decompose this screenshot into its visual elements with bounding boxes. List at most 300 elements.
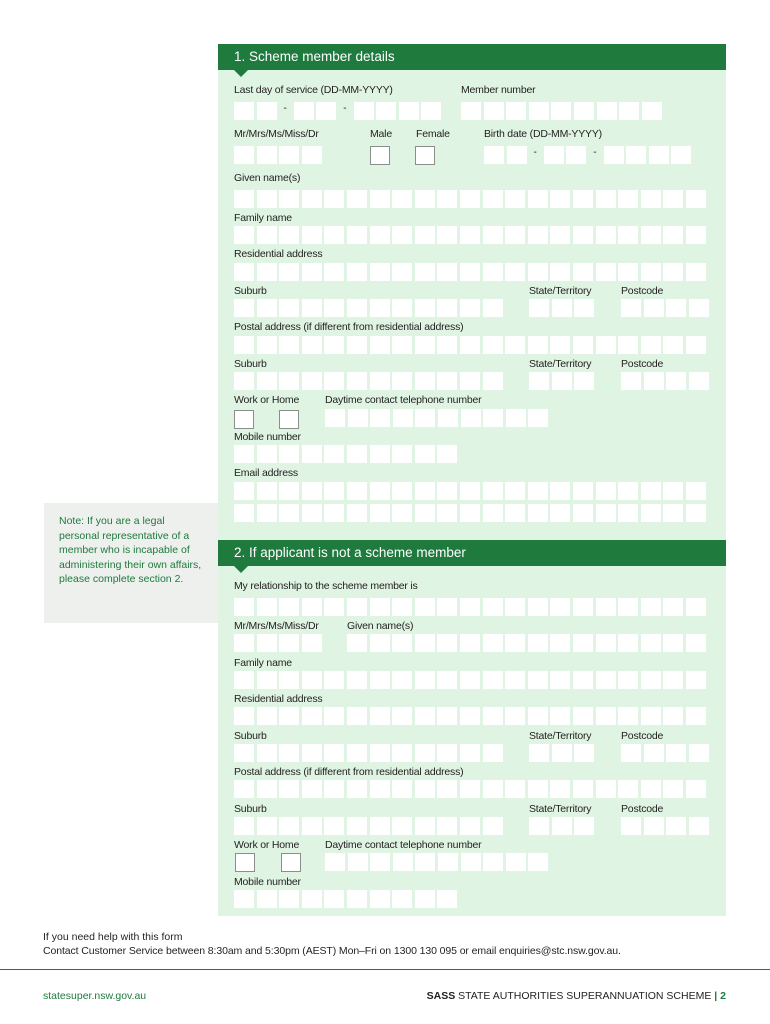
character-box[interactable] (621, 744, 641, 762)
character-box[interactable] (483, 190, 503, 208)
character-box[interactable] (347, 482, 367, 500)
character-box[interactable] (324, 744, 344, 762)
character-box[interactable] (483, 744, 503, 762)
character-box[interactable] (505, 504, 525, 522)
character-box[interactable] (415, 890, 435, 908)
character-box[interactable] (415, 190, 435, 208)
character-box[interactable] (644, 744, 664, 762)
character-box[interactable] (302, 890, 322, 908)
character-box[interactable] (596, 226, 616, 244)
character-box[interactable] (483, 707, 503, 725)
character-box[interactable] (460, 263, 480, 281)
character-box[interactable] (234, 817, 254, 835)
character-box[interactable] (528, 263, 548, 281)
character-box[interactable] (437, 504, 457, 522)
character-box[interactable] (618, 707, 638, 725)
character-box[interactable] (257, 504, 277, 522)
character-box[interactable] (257, 299, 277, 317)
character-box[interactable] (370, 504, 390, 522)
character-box[interactable] (529, 372, 549, 390)
character-box[interactable] (302, 671, 322, 689)
character-box[interactable] (686, 482, 706, 500)
character-box[interactable] (234, 299, 254, 317)
character-box[interactable] (618, 226, 638, 244)
applicant-postcode-field[interactable] (621, 744, 709, 762)
website-link[interactable]: statesuper.nsw.gov.au (43, 990, 147, 1002)
character-box[interactable] (438, 853, 458, 871)
character-box[interactable] (460, 671, 480, 689)
character-box[interactable] (279, 336, 299, 354)
character-box[interactable] (663, 482, 683, 500)
character-box[interactable] (618, 634, 638, 652)
character-box[interactable] (437, 890, 457, 908)
character-box[interactable] (596, 634, 616, 652)
character-box[interactable] (324, 226, 344, 244)
character-box[interactable] (641, 482, 661, 500)
character-box[interactable] (302, 336, 322, 354)
character-box[interactable] (415, 707, 435, 725)
character-box[interactable] (460, 336, 480, 354)
postal-address-field[interactable] (234, 336, 706, 354)
applicant-state-territory-field[interactable] (529, 744, 594, 762)
character-box[interactable] (392, 190, 412, 208)
character-box[interactable] (484, 146, 504, 164)
character-box[interactable] (663, 671, 683, 689)
character-box[interactable] (573, 504, 593, 522)
character-box[interactable] (392, 372, 412, 390)
character-box[interactable] (528, 336, 548, 354)
character-box[interactable] (528, 671, 548, 689)
character-box[interactable] (641, 336, 661, 354)
character-box[interactable] (392, 336, 412, 354)
character-box[interactable] (460, 598, 480, 616)
character-box[interactable] (370, 890, 390, 908)
character-box[interactable] (596, 336, 616, 354)
applicant-home-checkbox[interactable] (281, 853, 301, 872)
character-box[interactable] (415, 409, 435, 427)
character-box[interactable] (347, 744, 367, 762)
character-box[interactable] (618, 482, 638, 500)
applicant-daytime-phone-field[interactable] (325, 853, 548, 871)
character-box[interactable] (392, 634, 412, 652)
character-box[interactable] (279, 299, 299, 317)
character-box[interactable] (324, 890, 344, 908)
character-box[interactable] (644, 372, 664, 390)
character-box[interactable] (460, 780, 480, 798)
character-box[interactable] (376, 102, 396, 120)
character-box[interactable] (597, 102, 617, 120)
character-box[interactable] (437, 372, 457, 390)
character-box[interactable] (596, 598, 616, 616)
character-box[interactable] (324, 372, 344, 390)
character-box[interactable] (302, 634, 322, 652)
character-box[interactable] (415, 744, 435, 762)
applicant-postal-suburb-field[interactable] (234, 817, 503, 835)
character-box[interactable] (392, 890, 412, 908)
character-box[interactable] (505, 482, 525, 500)
character-box[interactable] (483, 372, 503, 390)
character-box[interactable] (279, 634, 299, 652)
character-box[interactable] (529, 102, 549, 120)
character-box[interactable] (392, 299, 412, 317)
character-box[interactable] (641, 190, 661, 208)
postal-postcode-field[interactable] (621, 372, 709, 390)
character-box[interactable] (483, 482, 503, 500)
character-box[interactable] (437, 634, 457, 652)
character-box[interactable] (505, 707, 525, 725)
character-box[interactable] (505, 598, 525, 616)
character-box[interactable] (234, 336, 254, 354)
character-box[interactable] (618, 671, 638, 689)
character-box[interactable] (316, 102, 336, 120)
character-box[interactable] (528, 853, 548, 871)
character-box[interactable] (234, 504, 254, 522)
character-box[interactable] (279, 707, 299, 725)
character-box[interactable] (460, 299, 480, 317)
character-box[interactable] (483, 817, 503, 835)
character-box[interactable] (644, 817, 664, 835)
character-box[interactable] (437, 299, 457, 317)
character-box[interactable] (596, 671, 616, 689)
character-box[interactable] (257, 102, 277, 120)
character-box[interactable] (666, 744, 686, 762)
character-box[interactable] (302, 226, 322, 244)
character-box[interactable] (573, 634, 593, 652)
character-box[interactable] (234, 598, 254, 616)
character-box[interactable] (370, 853, 390, 871)
applicant-postal-postcode-field[interactable] (621, 817, 709, 835)
character-box[interactable] (671, 146, 691, 164)
character-box[interactable] (324, 780, 344, 798)
character-box[interactable] (505, 336, 525, 354)
character-box[interactable] (574, 299, 594, 317)
character-box[interactable] (529, 744, 549, 762)
character-box[interactable] (234, 263, 254, 281)
character-box[interactable] (302, 744, 322, 762)
character-box[interactable] (257, 890, 277, 908)
character-box[interactable] (347, 780, 367, 798)
character-box[interactable] (302, 299, 322, 317)
character-box[interactable] (663, 634, 683, 652)
character-box[interactable] (437, 598, 457, 616)
character-box[interactable] (234, 372, 254, 390)
home-checkbox[interactable] (279, 410, 299, 429)
character-box[interactable] (460, 504, 480, 522)
character-box[interactable] (415, 482, 435, 500)
character-box[interactable] (392, 817, 412, 835)
character-box[interactable] (663, 336, 683, 354)
character-box[interactable] (507, 146, 527, 164)
character-box[interactable] (257, 744, 277, 762)
character-box[interactable] (689, 744, 709, 762)
character-box[interactable] (257, 226, 277, 244)
character-box[interactable] (550, 263, 570, 281)
character-box[interactable] (483, 409, 503, 427)
character-box[interactable] (550, 598, 570, 616)
character-box[interactable] (279, 598, 299, 616)
character-box[interactable] (302, 780, 322, 798)
character-box[interactable] (370, 482, 390, 500)
applicant-residential-address-field[interactable] (234, 707, 706, 725)
character-box[interactable] (460, 482, 480, 500)
character-box[interactable] (415, 671, 435, 689)
character-box[interactable] (618, 263, 638, 281)
character-box[interactable] (686, 707, 706, 725)
character-box[interactable] (505, 226, 525, 244)
character-box[interactable] (483, 299, 503, 317)
character-box[interactable] (370, 744, 390, 762)
character-box[interactable] (573, 482, 593, 500)
character-box[interactable] (483, 226, 503, 244)
character-box[interactable] (505, 634, 525, 652)
work-checkbox[interactable] (234, 410, 254, 429)
email-address-field-line-2[interactable] (234, 504, 706, 522)
character-box[interactable] (506, 102, 526, 120)
character-box[interactable] (437, 263, 457, 281)
character-box[interactable] (552, 299, 572, 317)
applicant-postal-state-territory-field[interactable] (529, 817, 594, 835)
character-box[interactable] (370, 299, 390, 317)
daytime-phone-field[interactable] (325, 409, 548, 427)
character-box[interactable] (324, 598, 344, 616)
character-box[interactable] (619, 102, 639, 120)
character-box[interactable] (370, 409, 390, 427)
character-box[interactable] (641, 226, 661, 244)
character-box[interactable] (415, 445, 435, 463)
character-box[interactable] (663, 707, 683, 725)
character-box[interactable] (644, 299, 664, 317)
character-box[interactable] (461, 102, 481, 120)
character-box[interactable] (415, 598, 435, 616)
character-box[interactable] (393, 853, 413, 871)
character-box[interactable] (302, 445, 322, 463)
character-box[interactable] (279, 817, 299, 835)
character-box[interactable] (257, 482, 277, 500)
character-box[interactable] (460, 190, 480, 208)
character-box[interactable] (302, 263, 322, 281)
character-box[interactable] (573, 263, 593, 281)
character-box[interactable] (574, 102, 594, 120)
character-box[interactable] (234, 634, 254, 652)
character-box[interactable] (437, 445, 457, 463)
character-box[interactable] (279, 146, 299, 164)
character-box[interactable] (324, 336, 344, 354)
applicant-family-name-field[interactable] (234, 671, 706, 689)
character-box[interactable] (566, 146, 586, 164)
character-box[interactable] (573, 671, 593, 689)
character-box[interactable] (505, 190, 525, 208)
character-box[interactable] (528, 504, 548, 522)
character-box[interactable] (483, 336, 503, 354)
character-box[interactable] (437, 744, 457, 762)
birth-date-field[interactable] (484, 146, 691, 164)
postcode-field[interactable] (621, 299, 709, 317)
character-box[interactable] (550, 190, 570, 208)
character-box[interactable] (550, 780, 570, 798)
character-box[interactable] (618, 780, 638, 798)
character-box[interactable] (302, 598, 322, 616)
character-box[interactable] (573, 598, 593, 616)
character-box[interactable] (437, 226, 457, 244)
character-box[interactable] (302, 707, 322, 725)
character-box[interactable] (257, 671, 277, 689)
character-box[interactable] (621, 299, 641, 317)
character-box[interactable] (460, 634, 480, 652)
character-box[interactable] (370, 445, 390, 463)
character-box[interactable] (686, 336, 706, 354)
character-box[interactable] (641, 263, 661, 281)
character-box[interactable] (370, 263, 390, 281)
character-box[interactable] (437, 780, 457, 798)
character-box[interactable] (302, 190, 322, 208)
character-box[interactable] (483, 634, 503, 652)
title-field[interactable] (234, 146, 322, 164)
character-box[interactable] (257, 336, 277, 354)
character-box[interactable] (573, 780, 593, 798)
character-box[interactable] (544, 146, 564, 164)
character-box[interactable] (257, 263, 277, 281)
character-box[interactable] (370, 671, 390, 689)
character-box[interactable] (483, 504, 503, 522)
character-box[interactable] (421, 102, 441, 120)
character-box[interactable] (347, 336, 367, 354)
character-box[interactable] (257, 634, 277, 652)
character-box[interactable] (483, 263, 503, 281)
character-box[interactable] (257, 190, 277, 208)
character-box[interactable] (528, 707, 548, 725)
character-box[interactable] (257, 780, 277, 798)
character-box[interactable] (347, 598, 367, 616)
character-box[interactable] (257, 146, 277, 164)
character-box[interactable] (415, 299, 435, 317)
character-box[interactable] (392, 707, 412, 725)
female-checkbox[interactable] (415, 146, 435, 165)
character-box[interactable] (370, 190, 390, 208)
character-box[interactable] (325, 409, 345, 427)
character-box[interactable] (642, 102, 662, 120)
email-address-field-line-1[interactable] (234, 482, 706, 500)
character-box[interactable] (415, 226, 435, 244)
character-box[interactable] (324, 671, 344, 689)
character-box[interactable] (234, 780, 254, 798)
character-box[interactable] (461, 409, 481, 427)
character-box[interactable] (399, 102, 419, 120)
character-box[interactable] (279, 190, 299, 208)
character-box[interactable] (551, 102, 571, 120)
character-box[interactable] (438, 409, 458, 427)
character-box[interactable] (347, 634, 367, 652)
character-box[interactable] (393, 409, 413, 427)
character-box[interactable] (604, 146, 624, 164)
character-box[interactable] (279, 671, 299, 689)
character-box[interactable] (460, 744, 480, 762)
character-box[interactable] (257, 445, 277, 463)
character-box[interactable] (689, 372, 709, 390)
character-box[interactable] (663, 780, 683, 798)
character-box[interactable] (347, 504, 367, 522)
character-box[interactable] (392, 226, 412, 244)
character-box[interactable] (294, 102, 314, 120)
character-box[interactable] (437, 671, 457, 689)
character-box[interactable] (484, 102, 504, 120)
character-box[interactable] (370, 817, 390, 835)
character-box[interactable] (302, 146, 322, 164)
character-box[interactable] (460, 372, 480, 390)
character-box[interactable] (279, 780, 299, 798)
character-box[interactable] (618, 336, 638, 354)
character-box[interactable] (596, 263, 616, 281)
character-box[interactable] (324, 504, 344, 522)
character-box[interactable] (528, 634, 548, 652)
character-box[interactable] (437, 190, 457, 208)
character-box[interactable] (392, 598, 412, 616)
character-box[interactable] (234, 146, 254, 164)
character-box[interactable] (415, 634, 435, 652)
character-box[interactable] (528, 190, 548, 208)
character-box[interactable] (392, 445, 412, 463)
character-box[interactable] (596, 780, 616, 798)
character-box[interactable] (686, 263, 706, 281)
family-name-field[interactable] (234, 226, 706, 244)
character-box[interactable] (461, 853, 481, 871)
character-box[interactable] (649, 146, 669, 164)
character-box[interactable] (279, 372, 299, 390)
character-box[interactable] (574, 744, 594, 762)
character-box[interactable] (550, 707, 570, 725)
character-box[interactable] (483, 671, 503, 689)
character-box[interactable] (370, 336, 390, 354)
residential-address-field[interactable] (234, 263, 706, 281)
character-box[interactable] (550, 482, 570, 500)
character-box[interactable] (234, 671, 254, 689)
character-box[interactable] (324, 445, 344, 463)
character-box[interactable] (689, 299, 709, 317)
character-box[interactable] (686, 598, 706, 616)
character-box[interactable] (641, 780, 661, 798)
character-box[interactable] (392, 780, 412, 798)
character-box[interactable] (234, 445, 254, 463)
state-territory-field[interactable] (529, 299, 594, 317)
character-box[interactable] (552, 372, 572, 390)
character-box[interactable] (392, 744, 412, 762)
character-box[interactable] (573, 190, 593, 208)
character-box[interactable] (528, 226, 548, 244)
character-box[interactable] (663, 598, 683, 616)
character-box[interactable] (529, 299, 549, 317)
character-box[interactable] (686, 190, 706, 208)
character-box[interactable] (505, 780, 525, 798)
character-box[interactable] (415, 336, 435, 354)
character-box[interactable] (505, 263, 525, 281)
character-box[interactable] (392, 504, 412, 522)
character-box[interactable] (234, 707, 254, 725)
character-box[interactable] (596, 504, 616, 522)
character-box[interactable] (347, 263, 367, 281)
character-box[interactable] (666, 299, 686, 317)
character-box[interactable] (257, 598, 277, 616)
character-box[interactable] (302, 482, 322, 500)
character-box[interactable] (574, 817, 594, 835)
character-box[interactable] (550, 634, 570, 652)
character-box[interactable] (550, 504, 570, 522)
character-box[interactable] (528, 780, 548, 798)
character-box[interactable] (641, 634, 661, 652)
character-box[interactable] (234, 482, 254, 500)
character-box[interactable] (689, 817, 709, 835)
character-box[interactable] (415, 504, 435, 522)
character-box[interactable] (347, 671, 367, 689)
character-box[interactable] (324, 817, 344, 835)
